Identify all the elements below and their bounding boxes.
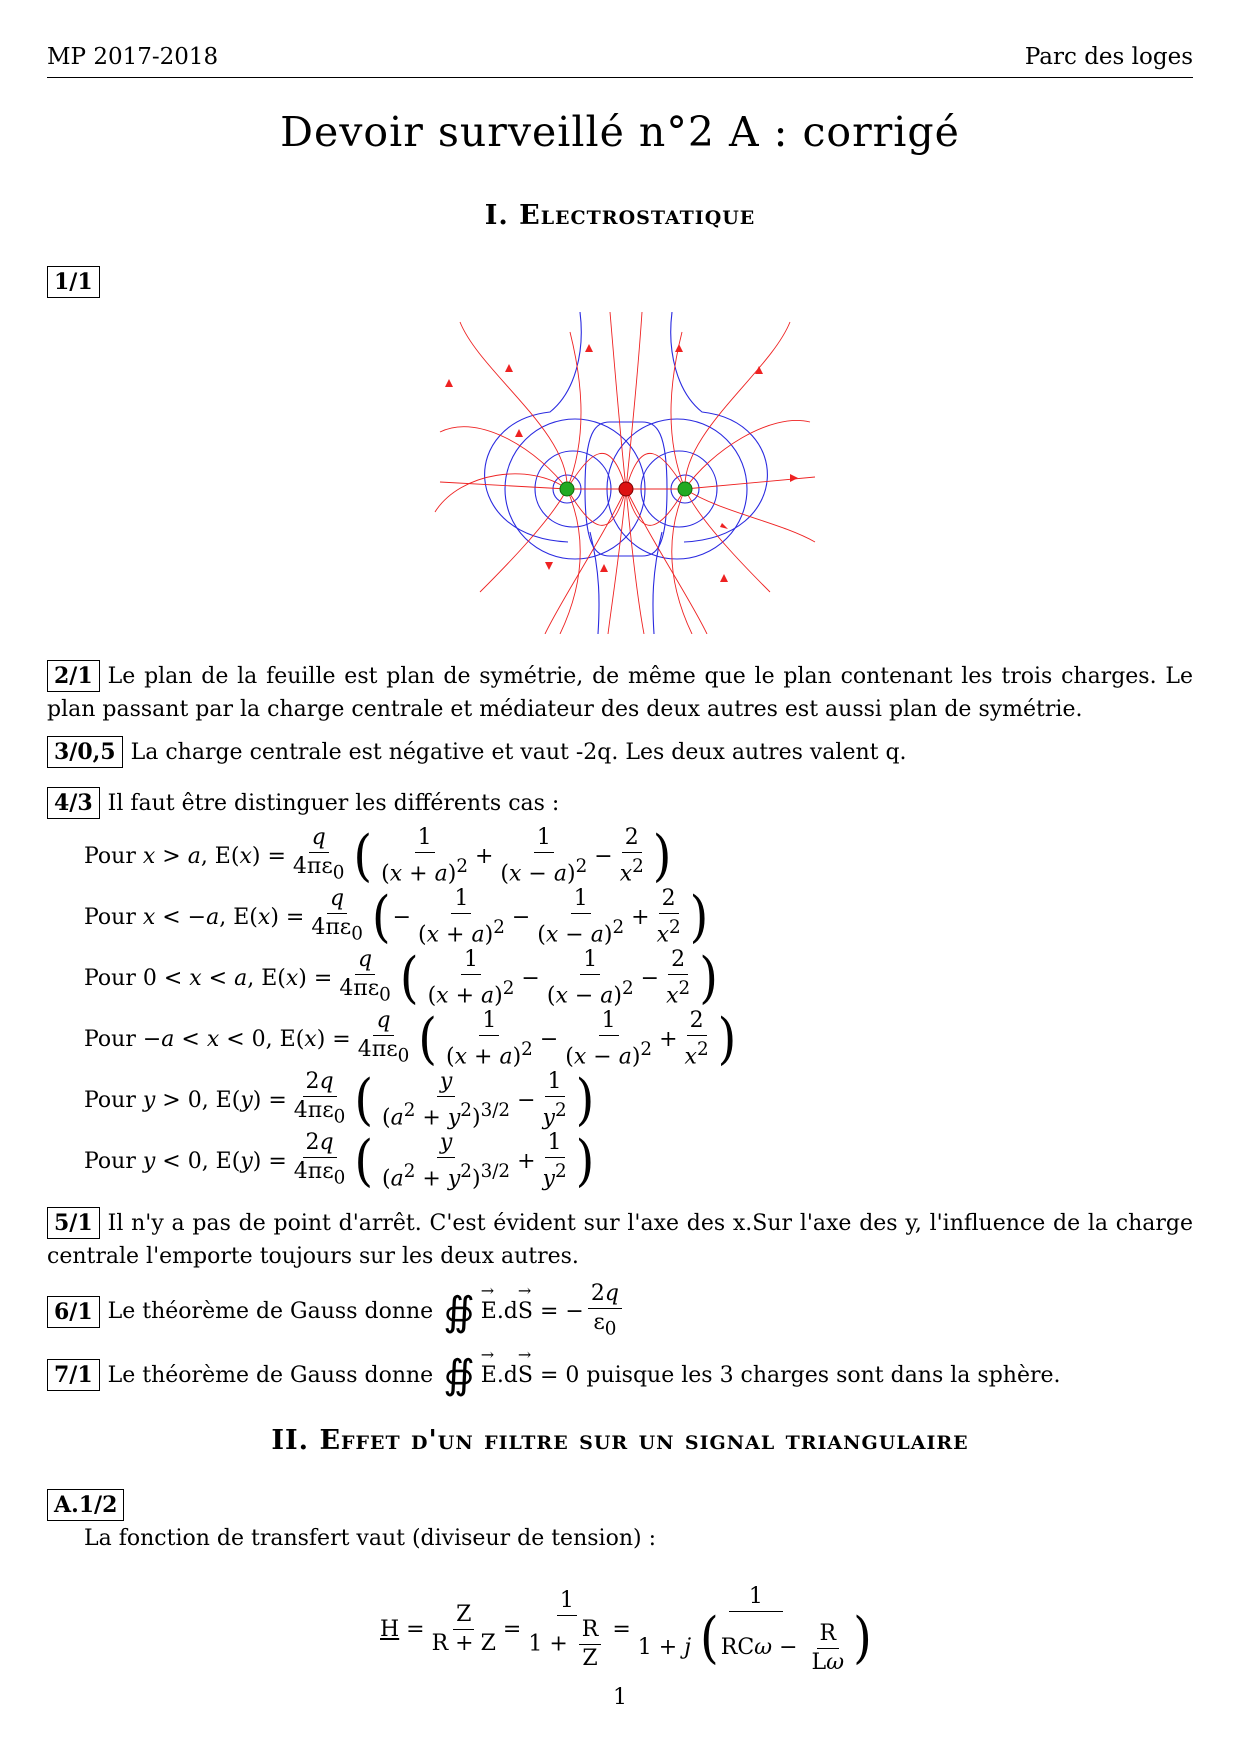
header-left: MP 2017-2018 — [47, 44, 219, 70]
arrowhead — [545, 562, 553, 570]
page-title: Devoir surveillé n°2 A : corrigé — [280, 108, 960, 156]
field-line — [435, 474, 567, 512]
section-title-1: I. Electrostatique — [484, 200, 756, 231]
question-label: 2/1 — [47, 660, 100, 692]
question-6: 6/1 Le théorème de Gauss donne ∯ → E .d → S = − $\frac{2q}{\varepsilon_0}$ — [47, 1282, 626, 1341]
field-line — [567, 489, 626, 525]
equation-case-3: Pour 0 < x < a, E(x) = $\frac{q}{4\pi\varepsilon_0}$ ( $\frac{1}{(x + a)^2}$ − $\frac{1}{(x - a)^2}$ − $\frac{2}{x^2}$ ) — [84, 945, 718, 1011]
question-2 — [47, 660, 1193, 726]
equation-case-1: Pour x > a, E(x) = $\frac{q}{4\pi\varepsilon_0}$ ( $\frac{1}{(x + a)^2}$ + $\frac{1}{(x - a)^2}$ − $\frac{2}{x^2}$ ) — [84, 823, 672, 889]
field-lines — [435, 312, 815, 634]
arrowhead — [505, 364, 513, 372]
question-a1-text: La fonction de transfert vaut (diviseur de tension) : — [84, 1526, 656, 1551]
question-label: 6/1 — [47, 1296, 100, 1328]
section-title-2: II. Effet d'un filtre sur un signal triangulaire — [271, 1425, 969, 1456]
field-line — [685, 322, 790, 489]
field-arrows — [445, 344, 798, 582]
answer-text: Le théorème de Gauss donne — [107, 1299, 434, 1325]
negative-charge-center — [619, 482, 633, 496]
equipotential-outer-left — [485, 312, 582, 542]
positive-charge-left — [560, 482, 574, 496]
question-1 — [47, 266, 108, 298]
question-3 — [47, 736, 1193, 769]
question-label: 4/3 — [47, 787, 100, 819]
arrowhead — [445, 379, 453, 387]
answer-text: Il faut être distinguer les différents cas : — [107, 791, 560, 816]
question-5 — [47, 1207, 1193, 1273]
answer-text: Le plan de la feuille est plan de symétrie, de même que le plan contenant les trois charges. Le plan passant par la charge centrale et médiateur des deux autres est aussi plan de symétrie. — [47, 664, 1193, 722]
question-label: 3/0,5 — [47, 736, 123, 768]
equation-case-4: Pour −a < x < 0, E(x) = $\frac{q}{4\pi\varepsilon_0}$ ( $\frac{1}{(x + a)^2}$ − $\frac{1}{(x - a)^2}$ + $\frac{2}{x^2}$ ) — [84, 1006, 737, 1072]
question-7: 7/1 Le théorème de Gauss donne ∯ → E .d → S = 0 puisque les 3 charges sont dans la sphère. — [47, 1355, 1061, 1395]
arrowhead — [720, 523, 728, 529]
question-label: A.1/2 — [47, 1489, 124, 1521]
surface-integral-symbol: ∯ — [443, 1288, 475, 1335]
arrowhead — [720, 574, 728, 582]
arrowhead — [600, 564, 608, 572]
equipotential-lines — [485, 312, 768, 634]
arrowhead — [675, 344, 683, 352]
answer-text: La charge centrale est négative et vaut -2q. Les deux autres valent q. — [130, 740, 907, 765]
arrowhead — [790, 474, 798, 482]
equation-case-2: Pour x < −a, E(x) = $\frac{q}{4\pi\varepsilon_0}$ ( − $\frac{1}{(x + a)^2}$ − $\frac{1}{(x - a)^2}$ + $\frac{2}{x^2}$ ) — [84, 884, 709, 950]
arrowhead — [515, 429, 523, 437]
header-rule — [47, 77, 1193, 78]
field-line — [626, 489, 685, 525]
equipotential-outer-right — [671, 312, 768, 542]
arrowhead — [755, 366, 763, 374]
field-line — [685, 489, 815, 542]
question-4 — [47, 787, 1193, 820]
header-right: Parc des loges — [1024, 44, 1193, 70]
equation-case-6: Pour y < 0, E(y) = $\frac{2q}{4\pi\varepsilon_0}$ ( $\frac{y}{(a^2 + y^2)^{3/2}}$ + $\frac{1}{y^2}$ ) — [84, 1128, 595, 1194]
surface-integral-symbol: ∯ — [443, 1352, 475, 1398]
question-a1 — [47, 1489, 132, 1521]
question-label: 7/1 — [47, 1359, 100, 1391]
page-number: 1 — [613, 1685, 627, 1710]
answer-text: Le théorème de Gauss donne — [107, 1362, 434, 1388]
positive-charge-right — [678, 482, 692, 496]
equation-case-5: Pour y > 0, E(y) = $\frac{2q}{4\pi\varepsilon_0}$ ( $\frac{y}{(a^2 + y^2)^{3/2}}$ − $\frac{1}{y^2}$ ) — [84, 1067, 595, 1133]
field-line — [440, 482, 567, 489]
field-line — [460, 322, 567, 489]
answer-text: Il n'y a pas de point d'arrêt. C'est évident sur l'axe des x.Sur l'axe des y, l'influence de la charge centrale l'emporte toujours sur les deux autres. — [47, 1211, 1193, 1269]
field-line — [672, 489, 692, 634]
arrowhead — [585, 344, 593, 352]
answer-text-tail: = 0 puisque les 3 charges sont dans la sphère. — [539, 1362, 1061, 1388]
question-label: 5/1 — [47, 1207, 100, 1239]
transfer-function-equation: H = $\frac{Z}{R + Z}$ = 1 1 + $\frac{R}{Z}$ = 1 1 + j (RCω − $\frac{R}{L\omega}$ ) — [380, 1584, 872, 1675]
field-lines-figure — [420, 312, 830, 634]
field-line — [560, 489, 580, 634]
question-label: 1/1 — [47, 266, 100, 298]
